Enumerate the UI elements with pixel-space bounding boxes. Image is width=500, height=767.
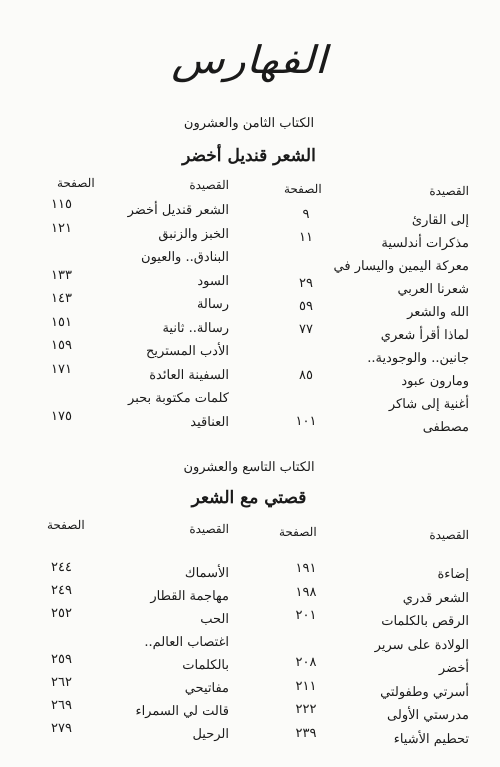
page-number: ٢٥٢ <box>52 606 73 621</box>
page-title: الفهارس <box>172 38 328 82</box>
page-number: ٩ <box>303 207 311 222</box>
poem-column-header: القصيدة <box>190 178 230 192</box>
poem-title: الشعر قنديل أخضر <box>128 203 230 218</box>
collection-title: الشعر قنديل أخضر <box>183 146 317 166</box>
page-number: ١٤٣ <box>52 291 73 306</box>
poem-title: أغنية إلى شاكر <box>389 397 470 412</box>
collection-title: قصتي مع الشعر <box>192 488 308 508</box>
page-number: ٢٣٩ <box>296 725 318 741</box>
page-number: ١٣٣ <box>52 267 73 283</box>
page-number: ٢٩ <box>300 276 314 291</box>
poem-title: قالت لي السمراء <box>136 704 230 719</box>
poem-title: مهاجمة القطار <box>151 589 230 604</box>
poem-title: الخبز والزنبق <box>159 226 230 242</box>
page-number: ١٧٥ <box>52 408 73 424</box>
poem-title: الأسماك <box>185 566 230 581</box>
poem-title: الرحيل <box>193 727 230 742</box>
poem-title: الولادة على سرير <box>375 637 470 653</box>
page-number: ٢٥٩ <box>52 652 73 667</box>
poem-title: السفينة العائدة <box>150 367 230 383</box>
poem-title: رسالة.. ثانية <box>163 320 230 336</box>
page-number: ٢٦٢ <box>52 675 73 690</box>
poem-title: مذكرات أندلسية <box>382 236 470 251</box>
page-number: ١٢١ <box>52 220 73 236</box>
poem-title: كلمات مكتوبة بحبر <box>129 391 230 406</box>
poem-title: السود <box>198 273 230 289</box>
poem-title: الرقص بالكلمات <box>382 614 470 629</box>
book-label: الكتاب الثامن والعشرون <box>184 116 316 131</box>
page-number: ٨٥ <box>300 368 314 383</box>
page-number: ١١٥ <box>52 197 73 212</box>
page-number: ١٧١ <box>52 361 73 377</box>
poem-title: ومارون عبود <box>402 374 470 389</box>
poem-title: مدرستي الأولى <box>388 708 470 723</box>
page-number: ٢٠٨ <box>296 655 318 670</box>
page-number: ١٩١ <box>296 561 318 576</box>
poem-title: بالكلمات <box>183 658 230 673</box>
poem-title: جانين.. والوجودية.. <box>368 351 470 366</box>
poem-column-header: القصيدة <box>430 184 470 198</box>
poem-title: مصطفى <box>423 420 470 435</box>
page-number: ١٩٨ <box>296 584 318 600</box>
poem-title: لماذا أقرأ شعري <box>381 328 470 343</box>
page-column-header: الصفحة <box>285 182 323 196</box>
page-number: ٢١١ <box>296 678 318 694</box>
poem-title: تحطيم الأشياء <box>394 731 470 747</box>
page-number: ٢٤٤ <box>52 560 73 575</box>
page-column-header: الصفحة <box>48 518 86 532</box>
poem-title: معركة اليمين واليسار في <box>334 259 470 274</box>
page-number: ١٥٩ <box>52 338 73 353</box>
poem-title: العناقيد <box>191 414 230 430</box>
page-number: ٢٢٢ <box>296 702 318 717</box>
page-column-header: الصفحة <box>58 176 96 190</box>
poem-title: اغتصاب العالم.. <box>145 635 230 650</box>
page-number: ١١ <box>300 230 314 245</box>
page-number: ٢٦٩ <box>52 698 73 713</box>
page-number: ١٥١ <box>52 314 73 330</box>
poem-title: الأدب المستريح <box>147 344 230 359</box>
poem-title: شعرنا العربي <box>398 282 470 297</box>
poem-title: أسرتي وطفولتي <box>381 684 470 700</box>
poem-title: أخضر <box>439 661 470 676</box>
page-number: ٥٩ <box>300 299 314 314</box>
book-label: الكتاب التاسع والعشرون <box>184 460 316 475</box>
poem-title: الله والشعر <box>408 305 470 320</box>
poem-title: الشعر قدري <box>403 590 470 606</box>
poem-column-header: القصيدة <box>190 522 230 536</box>
poem-title: إلى القارئ <box>412 213 470 228</box>
page-number: ٢٠١ <box>296 608 318 623</box>
page-number: ٢٤٩ <box>52 583 73 598</box>
page-number: ٧٧ <box>300 322 314 337</box>
poem-title: رسالة <box>197 297 230 312</box>
page-column-header: الصفحة <box>280 525 318 539</box>
poem-title: البنادق.. والعيون <box>142 250 230 265</box>
poem-title: إضاءة <box>438 567 470 582</box>
poem-title: مفاتيحي <box>185 681 230 696</box>
page-number: ١٠١ <box>296 414 318 429</box>
page-number: ٢٧٩ <box>52 721 73 736</box>
poem-title: الحب <box>201 612 230 627</box>
poem-column-header: القصيدة <box>430 528 470 542</box>
